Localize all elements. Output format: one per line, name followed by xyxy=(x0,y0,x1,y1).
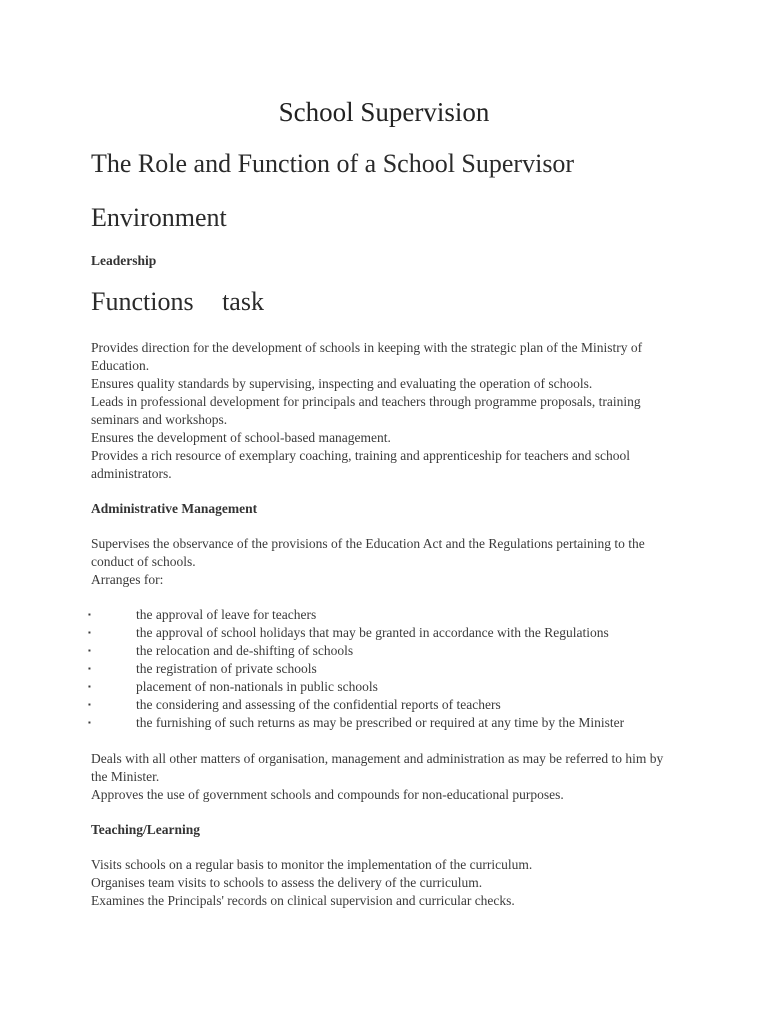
bullet-marker: ▪ xyxy=(88,628,91,637)
bullet-marker: ▪ xyxy=(88,700,91,709)
paragraph: Examines the Principals' records on clinical supervision and curricular checks. xyxy=(91,893,515,908)
teaching-heading: Teaching/Learning xyxy=(91,822,201,837)
list-item-text: the registration of private schools xyxy=(136,661,317,676)
teaching-paragraphs xyxy=(91,856,677,910)
document-page xyxy=(88,96,677,910)
admin-intro xyxy=(91,535,677,589)
environment-heading: Environment xyxy=(91,203,227,232)
list-item xyxy=(88,642,677,660)
list-item-text: the considering and assessing of the confidential reports of teachers xyxy=(136,697,501,712)
list-item xyxy=(88,606,677,624)
paragraph: Supervises the observance of the provisions of the Education Act and the Regulations pertaining to the conduct of schools. xyxy=(91,536,645,569)
list-item-text: the furnishing of such returns as may be prescribed or required at any time by the Minister xyxy=(136,715,625,730)
list-item xyxy=(88,678,677,696)
admin-closing xyxy=(91,750,677,804)
bullet-marker: ▪ xyxy=(88,664,91,673)
paragraph: Deals with all other matters of organisation, management and administration as may be referred to him by the Minister. xyxy=(91,751,664,784)
paragraph: Ensures the development of school-based management. xyxy=(91,430,391,445)
bullet-marker: ▪ xyxy=(88,646,91,655)
list-item-text: the approval of school holidays that may be granted in accordance with the Regulations xyxy=(136,625,609,640)
list-item-text: the approval of leave for teachers xyxy=(136,607,317,622)
paragraph: Provides a rich resource of exemplary coaching, training and apprenticeship for teachers and school administrators. xyxy=(91,448,631,481)
paragraph: Arranges for: xyxy=(91,572,164,587)
list-item xyxy=(88,624,677,642)
document-title: School Supervision xyxy=(278,97,490,127)
bullet-marker: ▪ xyxy=(88,718,91,727)
paragraph: Provides direction for the development of schools in keeping with the strategic plan of the Ministry of Education. xyxy=(91,340,643,373)
bullet-marker: ▪ xyxy=(88,610,91,619)
admin-bullet-list xyxy=(88,606,677,732)
list-item xyxy=(88,660,677,678)
list-item xyxy=(88,714,677,732)
list-item xyxy=(88,696,677,714)
paragraph: Organises team visits to schools to assess the delivery of the curriculum. xyxy=(91,875,483,890)
functions-heading: Functions task xyxy=(91,287,264,316)
leadership-paragraphs xyxy=(91,339,677,483)
list-item-text: the relocation and de-shifting of schools xyxy=(136,643,354,658)
paragraph: Approves the use of government schools and compounds for non-educational purposes. xyxy=(91,787,564,802)
paragraph: Ensures quality standards by supervising, inspecting and evaluating the operation of schools. xyxy=(91,376,593,391)
list-item-text: placement of non-nationals in public schools xyxy=(136,679,378,694)
admin-heading: Administrative Management xyxy=(91,501,258,516)
paragraph: Visits schools on a regular basis to monitor the implementation of the curriculum. xyxy=(91,857,533,872)
leadership-heading: Leadership xyxy=(91,253,157,268)
bullet-marker: ▪ xyxy=(88,682,91,691)
document-subtitle: The Role and Function of a School Supervisor xyxy=(91,149,575,178)
paragraph: Leads in professional development for principals and teachers through programme proposals, training seminars and workshops. xyxy=(91,394,641,427)
